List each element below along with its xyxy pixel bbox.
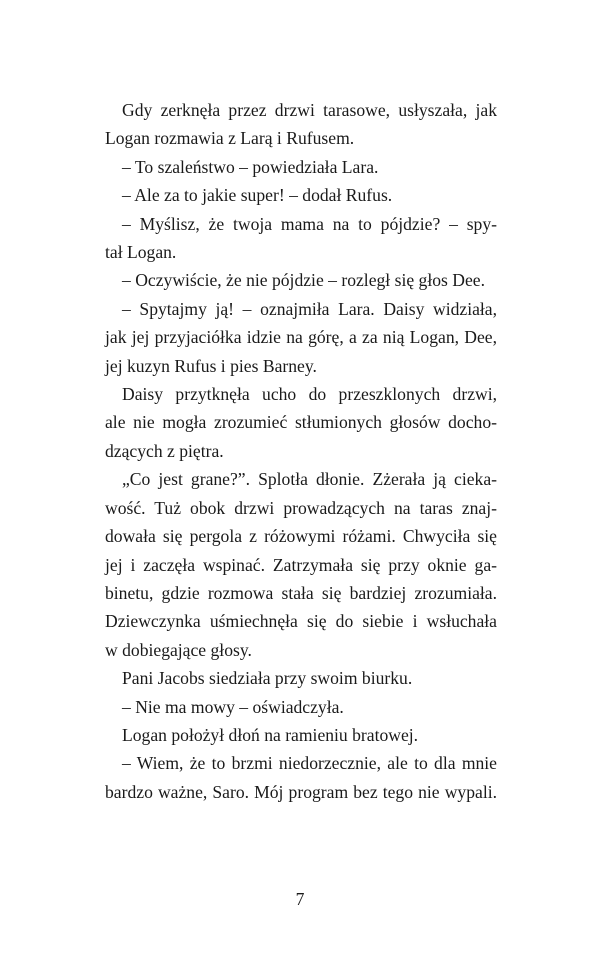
text-line: – To szaleństwo – powiedziała Lara. [122, 156, 379, 177]
paragraph [105, 721, 497, 749]
paragraph [105, 96, 497, 153]
text-line: – Spytajmy ją! – oznajmiła Lara. Daisy widziała, [122, 298, 497, 319]
text-line: – Myślisz, że twoja mama na to pójdzie? – spy- [122, 213, 497, 234]
text-line: Daisy przytknęła ucho do przeszklonych drzwi, [122, 384, 497, 405]
paragraph [105, 210, 497, 267]
text-line: – Nie ma mowy – oświadczyła. [122, 696, 344, 717]
text-line: ale nie mogła zrozumieć stłumionych głosów docho- [105, 412, 497, 433]
text-line: – Ale za to jakie super! – dodał Rufus. [122, 185, 393, 206]
text-line: – Wiem, że to brzmi niedorzecznie, ale to dla mnie [122, 753, 497, 774]
text-line: w dobiegające głosy. [105, 639, 252, 660]
text-line: – Oczywiście, że nie pójdzie – rozległ się głos Dee. [122, 270, 485, 291]
paragraph [105, 693, 497, 721]
text-line: Logan położył dłoń na ramieniu bratowej. [122, 724, 419, 745]
text-line: binetu, gdzie rozmowa stała się bardziej zrozumiała. [105, 582, 497, 603]
text-line: tał Logan. [105, 242, 177, 263]
text-line: dzących z piętra. [105, 440, 224, 461]
paragraph [105, 465, 497, 664]
text-line: Pani Jacobs siedziała przy swoim biurku. [122, 668, 413, 689]
paragraph [105, 266, 497, 294]
paragraph [105, 749, 497, 806]
paragraph [105, 380, 497, 465]
text-line: wość. Tuż obok drzwi prowadzących na taras znaj- [105, 497, 497, 518]
body-text [105, 96, 497, 806]
text-line: Gdy zerknęła przez drzwi tarasowe, usłyszała, jak [122, 100, 497, 120]
paragraph [105, 181, 497, 209]
paragraph [105, 664, 497, 692]
text-line: Logan rozmawia z Larą i Rufusem. [105, 128, 355, 149]
text-line: dowała się pergola z różowymi różami. Chwyciła się [105, 526, 497, 547]
paragraph [105, 153, 497, 181]
text-line: „Co jest grane?”. Splotła dłonie. Zżerała ją cieka- [122, 469, 497, 490]
paragraph [105, 295, 497, 380]
text-line: jej kuzyn Rufus i pies Barney. [105, 355, 317, 376]
text-line: Dziewczynka uśmiechnęła się do siebie i wsłuchała [105, 611, 497, 632]
page-number: 7 [295, 889, 305, 909]
text-line: bardzo ważne, Saro. Mój program bez tego nie wypali. [105, 781, 497, 802]
text-line: jej i zaczęła wspinać. Zatrzymała się przy oknie ga- [105, 554, 497, 575]
text-line: jak jej przyjaciółka idzie na górę, a za nią Logan, Dee, [105, 327, 497, 348]
